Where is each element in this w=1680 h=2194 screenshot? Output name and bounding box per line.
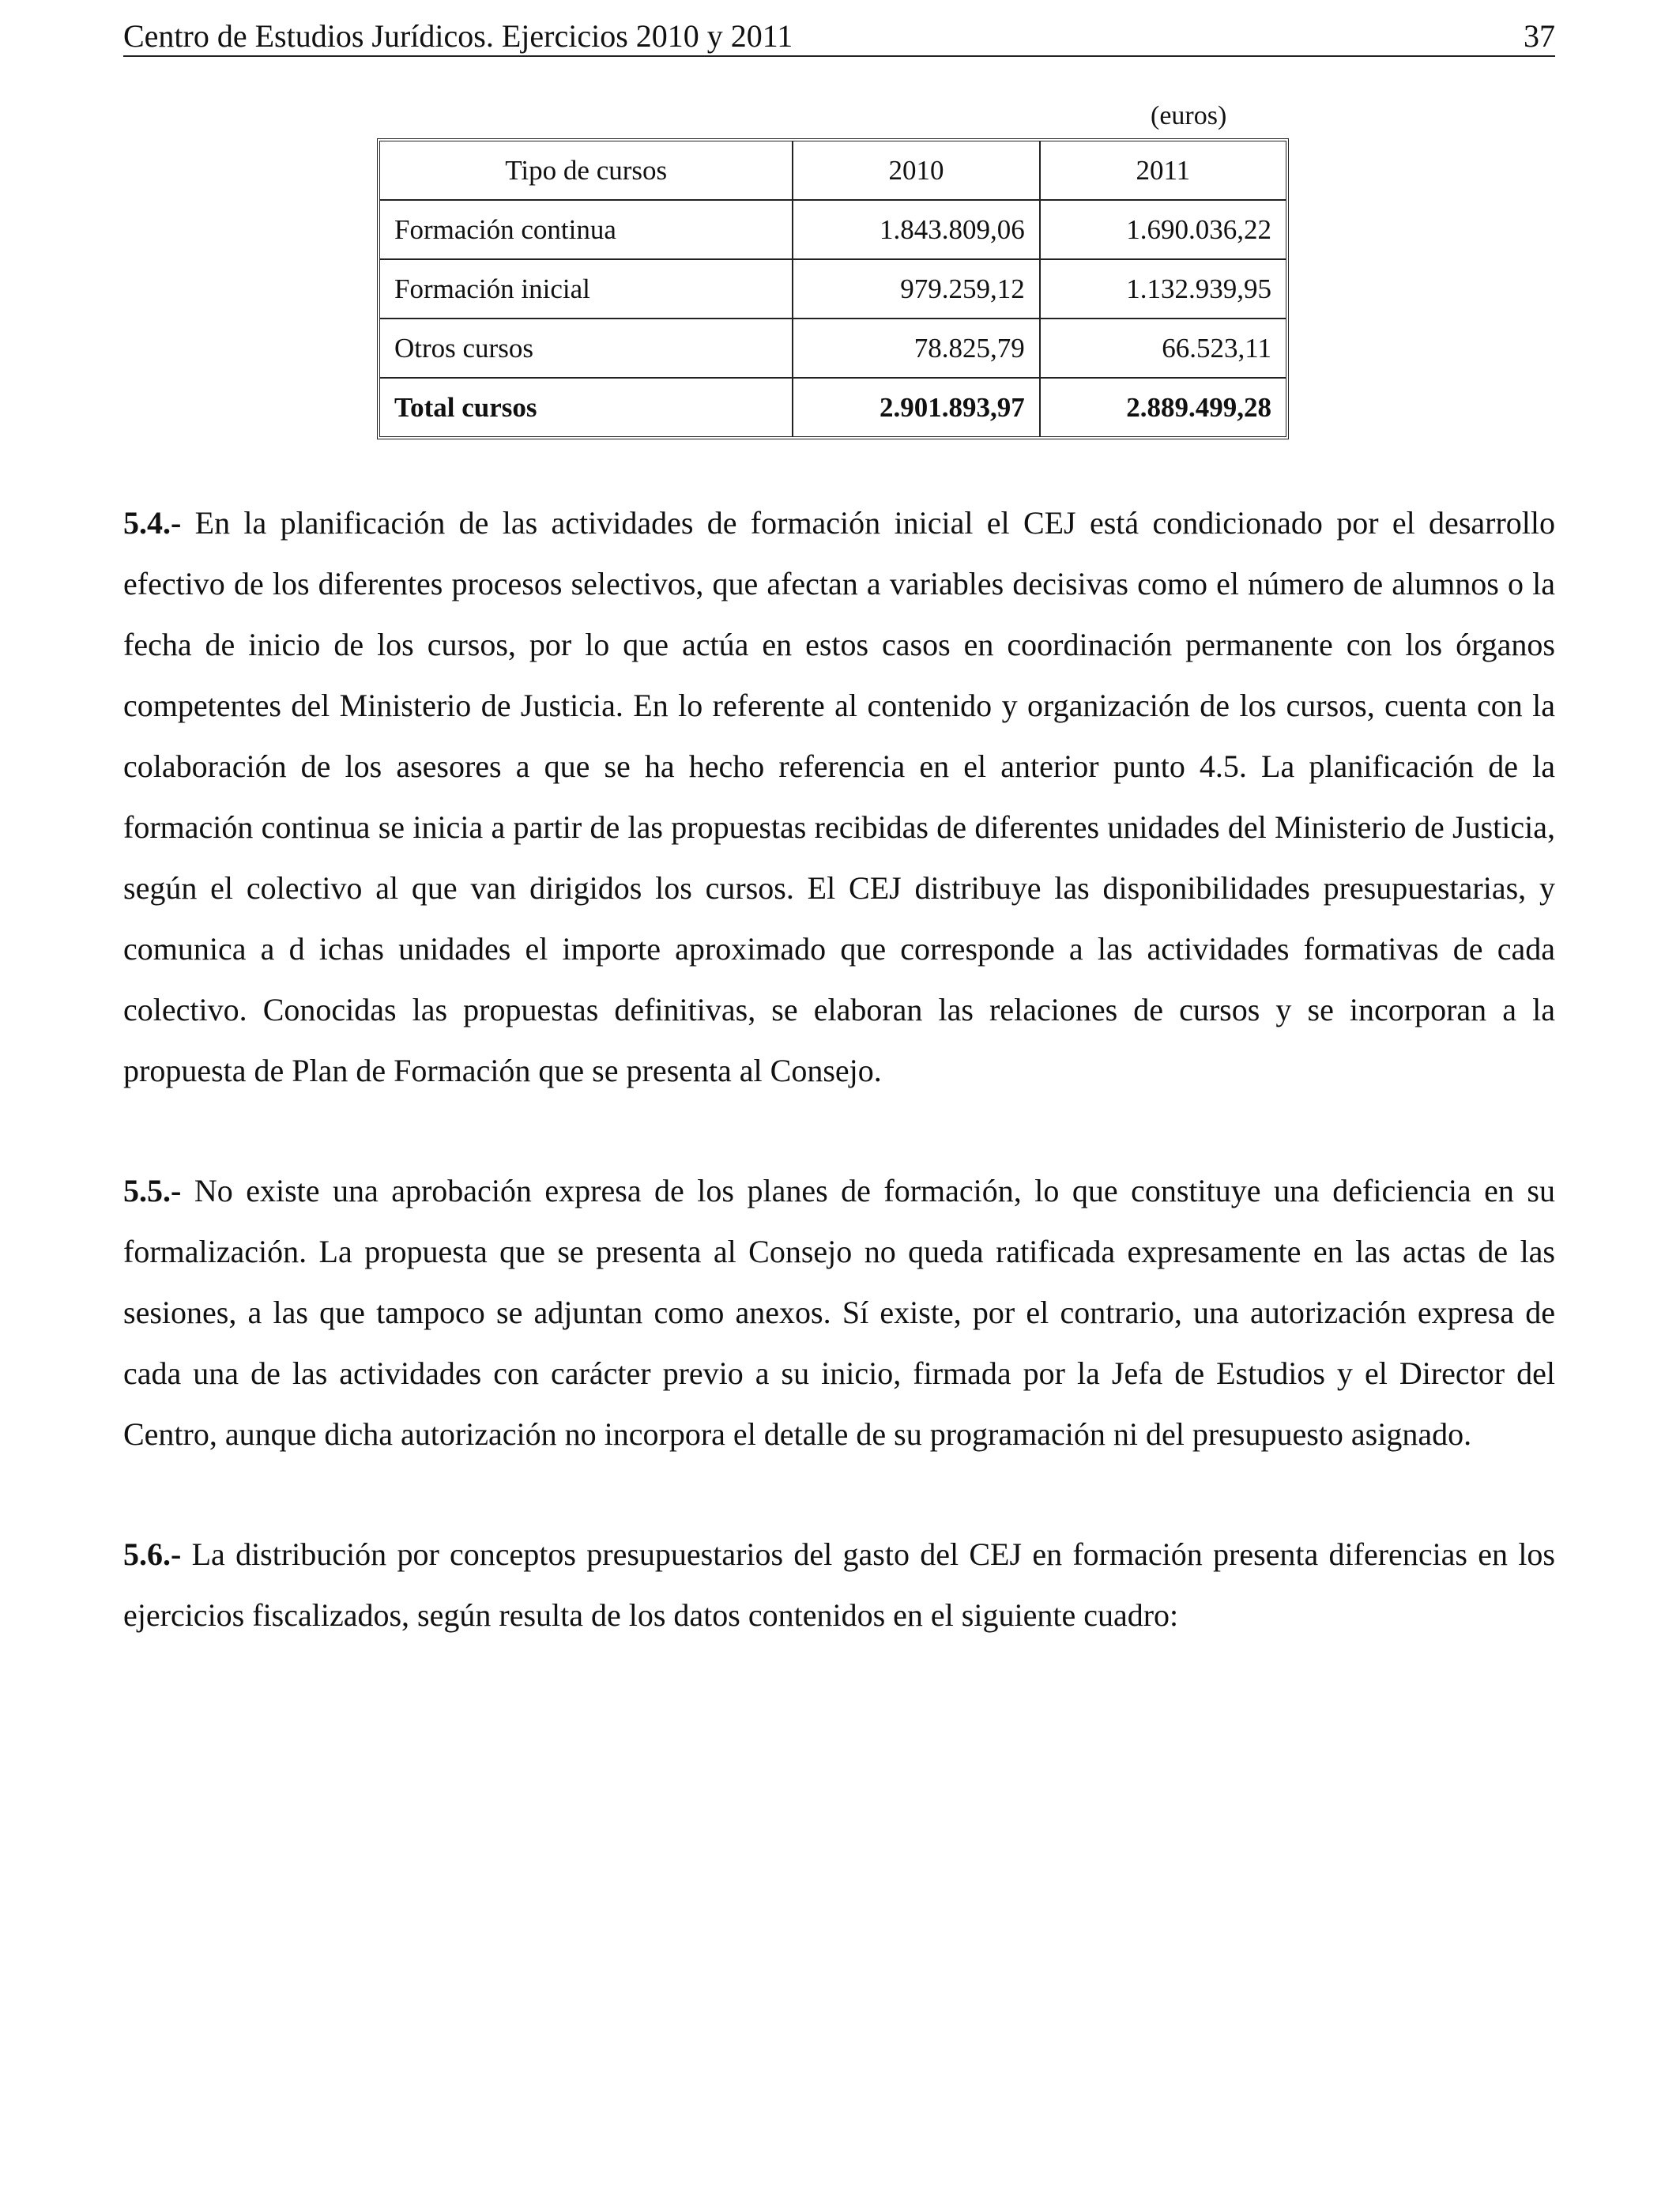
courses-cost-table (377, 138, 1289, 439)
table-row (380, 260, 1286, 319)
paragraph-5-5 (123, 1160, 1555, 1465)
paragraph-number: 5.4.- (123, 505, 182, 541)
paragraph-5-6 (123, 1524, 1555, 1646)
header-title: Centro de Estudios Jurídicos. Ejercicios 2010 y 2011 (123, 18, 793, 54)
paragraph-text: En la planificación de las actividades de formación inicial el CEJ está condicionado por el desarrollo efectivo de los diferentes procesos selectivos, que afectan a variables decisivas como el número de alumnos o la fecha de inicio de los cursos, por lo que actúa en estos casos en coordinación permanente con los órganos competentes del Ministerio de Justicia. En lo referente al contenido y organización de los cursos, cuenta con la colaboración de los asesores a que se ha hecho referencia en el anterior punto 4.5. La planificación de la formación continua se inicia a partir de las propuestas recibidas de diferentes unidades del Ministerio de Justicia, según el colectivo al que van dirigidos los cursos. El CEJ distribuye las disponibilidades presupuestarias, y comunica a d ichas unidades el importe aproximado que corresponde a las actividades formativas de cada colectivo. Conocidas las propuestas definitivas, se elaboran las relaciones de cursos y se incorporan a la propuesta de Plan de Formación que se presenta al Consejo. (123, 505, 1555, 1088)
body-text (123, 492, 1555, 1705)
cell-2011: 1.132.939,95 (1041, 260, 1286, 319)
row-label: Formación continua (380, 201, 793, 260)
cell-2010: 1.843.809,06 (793, 201, 1040, 260)
paragraph-text: La distribución por conceptos presupuestarios del gasto del CEJ en formación presenta diferencias en los ejercicios fiscalizados, según resulta de los datos contenidos en el siguiente cuadro: (123, 1536, 1555, 1633)
total-label: Total cursos (380, 379, 793, 436)
paragraph-text: No existe una aprobación expresa de los planes de formación, lo que constituye una deficiencia en su formalización. La propuesta que se presenta al Consejo no queda ratificada expresamente en las actas de las sesiones, a las que tampoco se adjuntan como anexos. Sí existe, por el contrario, una autorización expresa de cada una de las actividades con carácter previo a su inicio, firmada por la Jefa de Estudios y el Director del Centro, aunque dicha autorización no incorpora el detalle de su programación ni del presupuesto asignado. (123, 1173, 1555, 1452)
table-units-label: (euros) (1151, 101, 1227, 130)
cell-2010: 78.825,79 (793, 319, 1040, 379)
page-header (123, 14, 1555, 57)
cell-2011: 1.690.036,22 (1041, 201, 1286, 260)
column-header-2011: 2011 (1041, 141, 1286, 201)
paragraph-5-4 (123, 492, 1555, 1101)
column-header-type: Tipo de cursos (380, 141, 793, 201)
total-2011: 2.889.499,28 (1126, 391, 1271, 423)
table-total-row (380, 379, 1286, 436)
row-label: Formación inicial (380, 260, 793, 319)
total-2010: 2.901.893,97 (793, 379, 1040, 436)
table-row (380, 319, 1286, 379)
paragraph-number: 5.6.- (123, 1536, 182, 1572)
cell-2010: 979.259,12 (793, 260, 1040, 319)
row-label: Otros cursos (380, 319, 793, 379)
table-row (380, 201, 1286, 260)
column-header-2010: 2010 (793, 141, 1040, 201)
page-number: 37 (1524, 18, 1555, 54)
cell-2011: 66.523,11 (1041, 319, 1286, 379)
table-header-row (380, 141, 1286, 201)
paragraph-number: 5.5.- (123, 1173, 182, 1208)
